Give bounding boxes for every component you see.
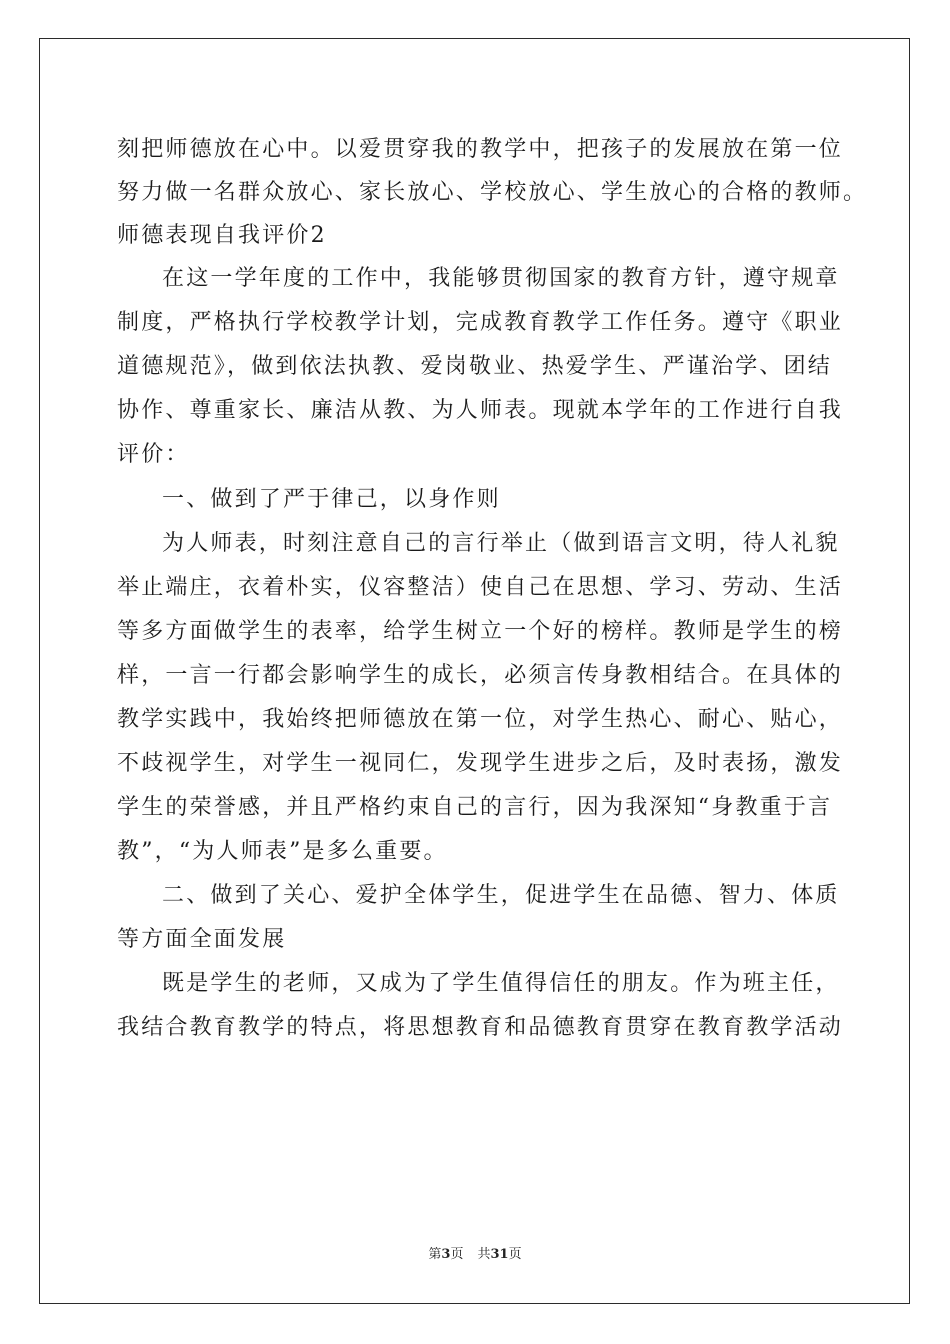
text-line: 刻把师德放在心中。以爱贯穿我的教学中，把孩子的发展放在第一位	[117, 137, 844, 162]
total-prefix: 共	[477, 1247, 491, 1262]
paragraph-first-line: 既是学生的老师，又成为了学生值得信任的朋友。作为班主任，	[162, 971, 840, 996]
total-count: 31	[490, 1247, 509, 1262]
text-line: 制度，严格执行学校教学计划，完成教育教学工作任务。遵守《职业	[117, 310, 844, 335]
text-line: 举止端庄，衣着朴实，仪容整洁）使自己在思想、学习、劳动、生活	[117, 575, 844, 600]
page-footer	[0, 1245, 950, 1265]
text-line: 我结合教育教学的特点，将思想教育和品德教育贯穿在教育教学活动	[117, 1015, 844, 1040]
text-line: 评价：	[117, 442, 190, 467]
text-line: 不歧视学生，对学生一视同仁，发现学生进步之后，及时表扬，激发	[117, 751, 844, 776]
page-suffix: 页	[450, 1247, 464, 1262]
total-suffix: 页	[508, 1247, 522, 1262]
text-line: 等多方面做学生的表率，给学生树立一个好的榜样。教师是学生的榜	[117, 619, 844, 644]
page-number	[428, 1247, 463, 1262]
subheading-2: 二、做到了关心、爱护全体学生，促进学生在品德、智力、体质	[162, 883, 840, 908]
text-line: 教学实践中，我始终把师德放在第一位，对学生热心、耐心、贴心，	[117, 707, 844, 732]
text-line: 学生的荣誉感，并且严格约束自己的言行，因为我深知“身教重于言	[117, 795, 833, 820]
subheading-1: 一、做到了严于律己，以身作则	[162, 487, 501, 512]
text-line: 协作、尊重家长、廉洁从教、为人师表。现就本学年的工作进行自我	[117, 398, 844, 423]
text-line: 样，一言一行都会影响学生的成长，必须言传身教相结合。在具体的	[117, 663, 844, 688]
paragraph-first-line: 在这一学年度的工作中，我能够贯彻国家的教育方针，遵守规章	[162, 266, 840, 291]
page-prefix: 第	[428, 1247, 442, 1262]
section-heading: 师德表现自我评价2	[117, 223, 327, 248]
page-total	[477, 1247, 521, 1262]
page-current: 3	[441, 1247, 451, 1262]
text-line: 等方面全面发展	[117, 927, 287, 952]
text-line: 道德规范》，做到依法执教、爱岗敬业、热爱学生、严谨治学、团结	[117, 354, 833, 379]
text-line: 努力做一名群众放心、家长放心、学校放心、学生放心的合格的教师。	[117, 180, 868, 205]
paragraph-first-line: 为人师表，时刻注意自己的言行举止（做到语言文明，待人礼貌	[162, 531, 840, 556]
text-line: 教”，“为人师表”是多么重要。	[117, 839, 448, 864]
